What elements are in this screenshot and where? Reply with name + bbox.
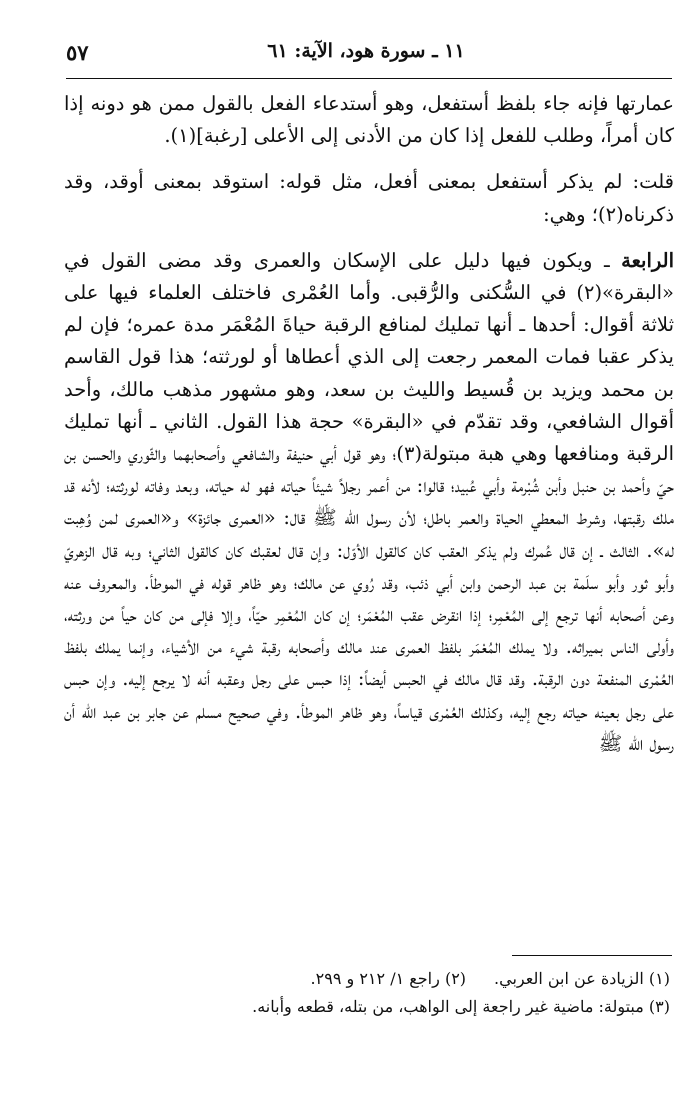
- footnote-1: (١) الزيادة عن ابن العربي.: [494, 969, 670, 988]
- paragraph-3-text: ـ ويكون فيها دليل على الإسكان والعمرى وقد مضى القول في «البقرة»(٢) في السُّكنى والرُّقبى. وأما العُمْرى فاختلف العلماء فيها على ثلاثة أقوال: أحدها ـ أنها تمليك لمنافع الرقبة حياةَ المُعْمَر مدة عمره؛ فإن لم يذكر عقبا فمات المعمر رجعت إلى الذي أعطاها أو لورثته؛ هذا قول القاسم بن محمد ويزيد بن قُسيط والليث بن سعد، وهو مشهور مذهب مالك، وأحد أقوال الشافعي، وقد تقدّم في «البقرة» حجة هذا القول. الثاني ـ أنها تمليك الرقبة ومنافعها وهي هبة مبتولة(٣)؛ وهو قول أبي حنيفة والشافعي وأصحابهما والثّوري والحسن بن حيّ وأحمد بن حنبل وأبن شُبْرمة وأبي عُبيد؛ قالوا: من أعمر رجلاً شيئاً حياته فهو له حياته، وبعد وفاته لورثته؛ لأنه قد ملك رقبتها، وشرط المعطي الحياة والعمر باطل؛ لأن رسول الله ﷺ قال: «العمرى جائزة» و«العمرى لمن وُهِبت له». الثالث ـ إن قال عُمرك ولم يذكر العقب كان كالقول الأوّل: وإن قال لعقبك كان كالقول الثاني؛ وبه قال الزهريّ وأبو ثور وأبو سلَمة بن عبد الرحمن وابن أبي ذئب، وقد رُوي عن مالك؛ وهو ظاهر قوله في الموطأ. والمعروف عنه وعن أصحابه أنها ترجع إلى المُعْمِر؛ إذا انقرض عقب المُعْمَر؛ إن كان المُعْمِر حيّاً، وإلا فإلى من كان حياً من ورثته، وأولى الناس بميراثه. ولا يملك المُعْمَر بلفظ العمرى عند مالك وأصحابه رقبة شيء من الأشياء، وإنما يملك بلفظ العُمْرى المنفعة دون الرقبة. وقد قال مالك في الحبس أيضاً: إذا حبس على رجل وعقبه أنه لا يرجع إليه. وإن حبس على رجل بعينه حياته رجع إليه، وكذلك العُمْرى قياساً، وهو ظاهر الموطأ. وفي صحيح مسلم عن جابر بن عبد الله أن رسول الله ﷺ: [64, 248, 675, 755]
- paragraph-1: [64, 88, 674, 152]
- paragraph-2: [64, 166, 674, 230]
- main-text: [64, 88, 674, 768]
- footnote-row-1: [70, 965, 670, 993]
- footnote-row-2: [70, 993, 670, 1021]
- paragraph-3: [64, 245, 674, 760]
- page-header: [66, 40, 666, 70]
- paragraph-1-text: عمارتها فإنه جاء بلفظ أستفعل، وهو أستدعاء الفعل بالقول ممن هو دونه إذا كان أمراً، وطلب للفعل إذا كان من الأدنى إلى الأعلى [رغبة](١).: [64, 92, 674, 148]
- paragraph-2-text: قلت: لم يذكر أستفعل بمعنى أفعل، مثل قوله: استوقد بمعنى أوقد، وقد ذكرناه(٢)؛ وهي:: [64, 170, 674, 226]
- header-divider: [66, 78, 672, 79]
- section-heading: الرابعة: [621, 248, 674, 272]
- footnote-3: (٣) مبتولة: ماضية غير راجعة إلى الواهب، من بتله، قطعه وأبانه.: [252, 997, 670, 1016]
- footnote-2: (٢) راجع ١/ ٢١٢ و ٢٩٩.: [310, 969, 467, 988]
- running-title: ١١ ـ سورة هود، الآية: ٦١: [267, 40, 465, 62]
- footnote-divider: [512, 955, 672, 956]
- footnotes: [70, 965, 670, 1021]
- page-number: ٥٧: [66, 40, 89, 65]
